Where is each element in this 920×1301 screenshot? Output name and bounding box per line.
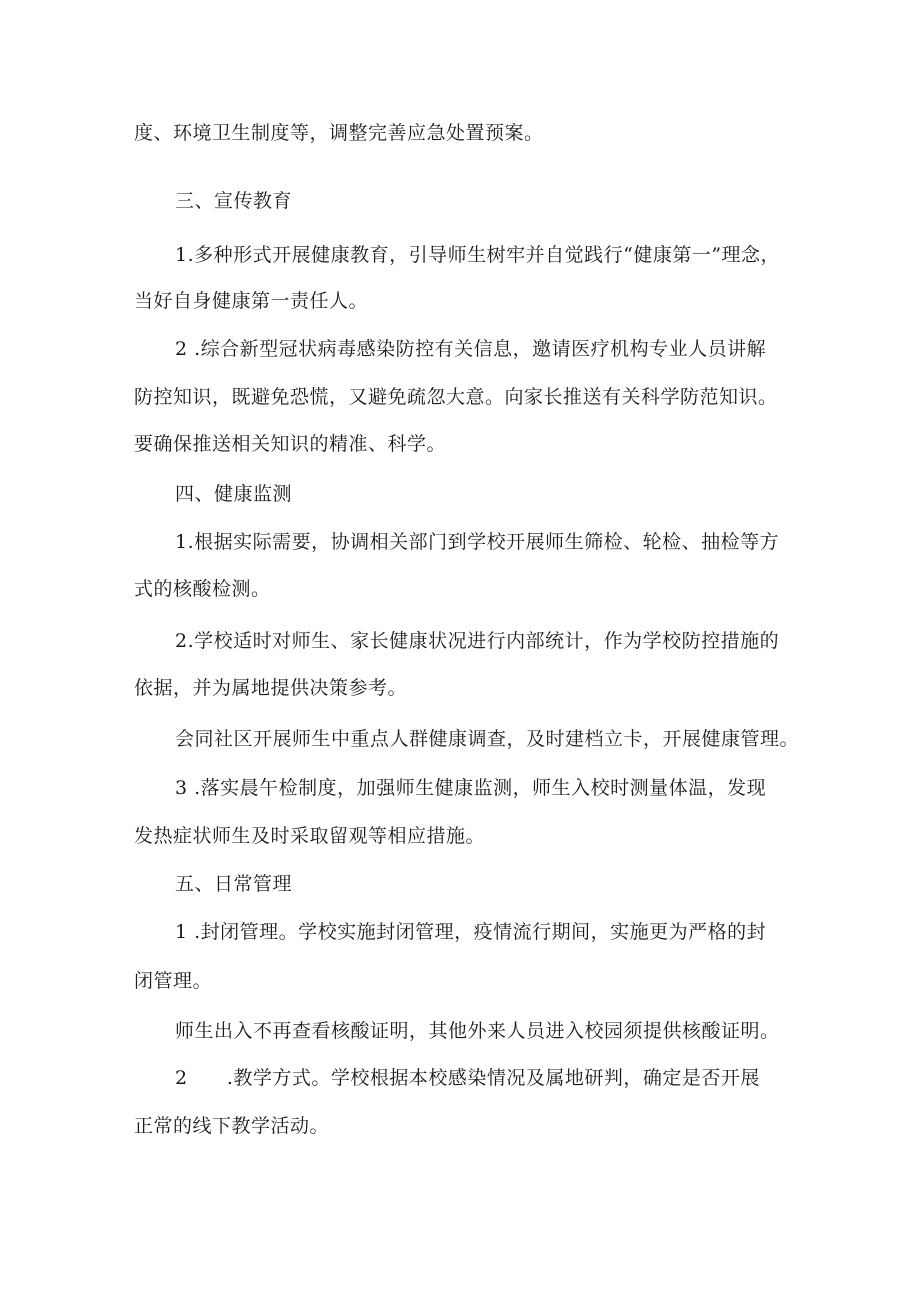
paragraph-line: 闭管理。 [134,970,213,992]
paragraph-line: 度、环境卫生制度等，调整完善应急处置预案。 [134,122,544,144]
paragraph-line: 2 .教学方式。学校根据本校感染情况及属地研判，确定是否开展 [175,1067,760,1089]
paragraph-line: 式的核酸检测。 [134,578,271,600]
paragraph-line: 正常的线下教学活动。 [134,1115,330,1137]
paragraph-line: 会同社区开展师生中重点人群健康调查，及时建档立卡，开展健康管理。 [175,728,800,750]
paragraph-line: 2.学校适时对师生、家长健康状况进行内部统计，作为学校防控措施的 [175,630,780,652]
section-heading: 三、宣传教育 [175,190,293,212]
section-heading: 五、日常管理 [175,873,293,895]
paragraph-line: 依据，并为属地提供决策参考。 [134,677,408,699]
paragraph-line: 1.多种形式开展健康教育，引导师生树牢并自觉践行“健康第一”理念， [175,244,781,266]
paragraph-line: 2 .综合新型冠状病毒感染防控有关信息，邀请医疗机构专业人员讲解 [175,338,767,360]
paragraph-line: 1 .封闭管理。学校实施封闭管理，疫情流行期间，实施更为严格的封 [175,921,767,943]
paragraph-line: 要确保推送相关知识的精准、科学。 [134,433,447,455]
section-heading: 四、健康监测 [175,483,293,505]
paragraph-line: 当好自身健康第一责任人。 [134,290,369,312]
paragraph-line: 师生出入不再查看核酸证明，其他外来人员进入校园须提供核酸证明。 [175,1020,780,1042]
paragraph-line: 3 .落实晨午检制度，加强师生健康监测，师生入校时测量体温，发现 [175,777,767,799]
paragraph-line: 1.根据实际需要，协调相关部门到学校开展师生筛检、轮检、抽检等方 [175,531,780,553]
paragraph-line: 发热症状师生及时采取留观等相应措施。 [134,825,486,847]
paragraph-line: 防控知识，既避免恐慌，又避免疏忽大意。向家长推送有关科学防范知识。 [134,386,778,408]
